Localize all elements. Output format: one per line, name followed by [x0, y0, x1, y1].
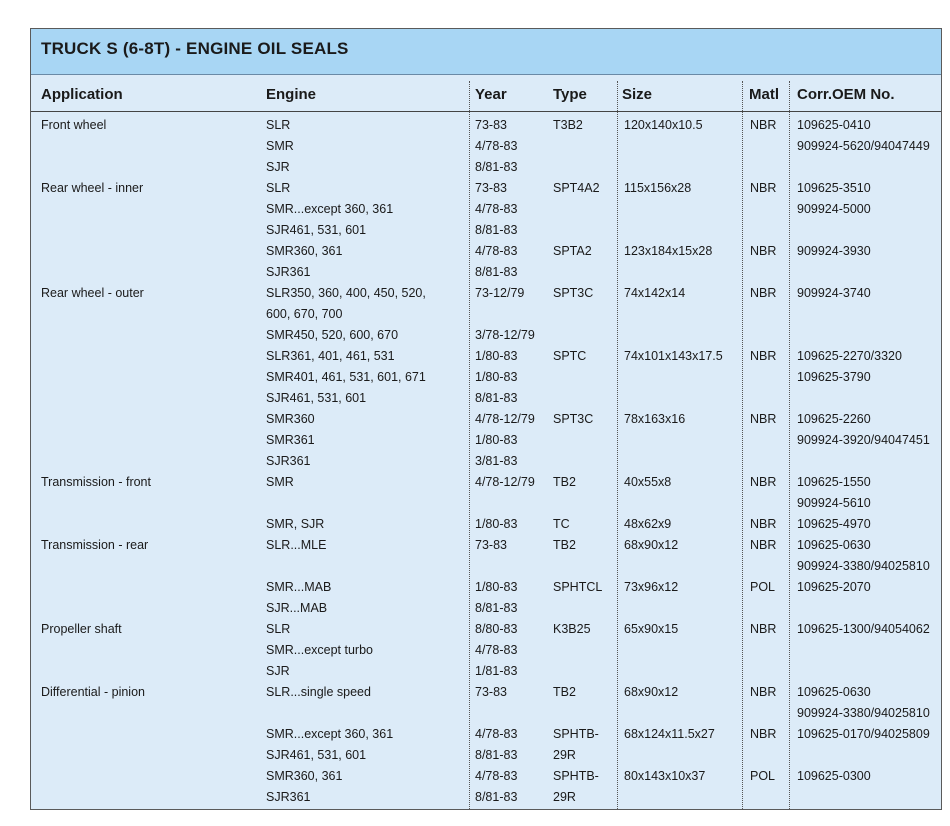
cell-year: 8/81-83: [475, 748, 518, 762]
cell-year: 73-83: [475, 685, 507, 699]
cell-matl: NBR: [750, 181, 777, 195]
cell-year: 8/81-83: [475, 265, 518, 279]
cell-oem-no: 109625-0300: [797, 769, 871, 783]
cell-engine: SMR...except 360, 361: [266, 202, 394, 216]
cell-engine: SLR...MLE: [266, 538, 327, 552]
cell-year: 1/80-83: [475, 349, 518, 363]
cell-engine: SJR361: [266, 790, 311, 804]
cell-application: Rear wheel - inner: [41, 181, 144, 195]
cell-oem-no: 909924-3380/94025810: [797, 559, 930, 573]
cell-year: 4/78-83: [475, 643, 518, 657]
cell-engine: SJR...MAB: [266, 601, 328, 615]
cell-matl: NBR: [750, 727, 777, 741]
cell-size: 73x96x12: [624, 580, 679, 594]
table-row: [31, 430, 941, 451]
cell-oem-no: 109625-0170/94025809: [797, 727, 930, 741]
cell-engine: 600, 670, 700: [266, 307, 343, 321]
table-row: [31, 157, 941, 178]
cell-engine: SJR: [266, 160, 290, 174]
cell-matl: NBR: [750, 286, 777, 300]
table-row: [31, 451, 941, 472]
table-row: [31, 388, 941, 409]
cell-size: 48x62x9: [624, 517, 672, 531]
cell-oem-no: 909924-5000: [797, 202, 871, 216]
cell-size: 68x90x12: [624, 685, 679, 699]
cell-engine: SMR360: [266, 412, 315, 426]
cell-engine: SMR, SJR: [266, 517, 325, 531]
title-bar: [31, 29, 941, 75]
cell-year: 8/81-83: [475, 223, 518, 237]
cell-engine: SLR361, 401, 461, 531: [266, 349, 395, 363]
table-row: [31, 325, 941, 346]
table-row: [31, 619, 941, 640]
table-row: [31, 703, 941, 724]
column-header-size: Size: [622, 86, 653, 103]
cell-type: 29R: [553, 748, 576, 762]
cell-type: TC: [553, 517, 570, 531]
cell-type: SPTC: [553, 349, 587, 363]
cell-year: 8/81-83: [475, 391, 518, 405]
cell-oem-no: 909924-3380/94025810: [797, 706, 930, 720]
cell-type: SPT3C: [553, 412, 594, 426]
table-row: [31, 262, 941, 283]
cell-type: TB2: [553, 475, 576, 489]
cell-type: SPHTB-: [553, 727, 599, 741]
cell-year: 73-12/79: [475, 286, 525, 300]
column-header-type: Type: [553, 86, 587, 103]
cell-oem-no: 109625-3790: [797, 370, 871, 384]
table-row: [31, 178, 941, 199]
cell-engine: SMR360, 361: [266, 244, 343, 258]
table-row: [31, 577, 941, 598]
cell-year: 1/80-83: [475, 580, 518, 594]
oil-seals-table: [30, 28, 942, 810]
cell-matl: NBR: [750, 517, 777, 531]
table-title: TRUCK S (6-8T) - ENGINE OIL SEALS: [41, 39, 349, 58]
cell-year: 4/78-83: [475, 244, 518, 258]
column-header-year: Year: [475, 86, 507, 103]
table-row: [31, 745, 941, 766]
table-row: [31, 787, 941, 808]
cell-oem-no: 109625-0630: [797, 685, 871, 699]
cell-engine: SMR...except 360, 361: [266, 727, 394, 741]
table-row: [31, 472, 941, 493]
cell-engine: SMR: [266, 475, 294, 489]
table-row: [31, 682, 941, 703]
cell-size: 74x101x143x17.5: [624, 349, 723, 363]
cell-matl: NBR: [750, 475, 777, 489]
cell-oem-no: 109625-4970: [797, 517, 871, 531]
cell-engine: SJR: [266, 664, 290, 678]
cell-application: Transmission - front: [41, 475, 151, 489]
cell-engine: SLR...single speed: [266, 685, 371, 699]
cell-type: SPHTCL: [553, 580, 603, 594]
table-row: [31, 367, 941, 388]
cell-engine: SJR461, 531, 601: [266, 223, 367, 237]
cell-matl: POL: [750, 769, 776, 783]
table-row: [31, 766, 941, 787]
table-row: [31, 304, 941, 325]
cell-matl: NBR: [750, 538, 777, 552]
cell-year: 8/81-83: [475, 601, 518, 615]
cell-type: 29R: [553, 790, 576, 804]
column-header-application: Application: [41, 86, 123, 103]
cell-year: 4/78-83: [475, 769, 518, 783]
cell-year: 3/81-83: [475, 454, 518, 468]
cell-engine: SJR461, 531, 601: [266, 748, 367, 762]
cell-year: 73-83: [475, 118, 507, 132]
cell-year: 3/78-12/79: [475, 328, 535, 342]
cell-type: TB2: [553, 685, 576, 699]
cell-matl: NBR: [750, 244, 777, 258]
cell-engine: SMR450, 520, 600, 670: [266, 328, 399, 342]
cell-size: 80x143x10x37: [624, 769, 706, 783]
cell-matl: NBR: [750, 412, 777, 426]
cell-year: 73-83: [475, 538, 507, 552]
table-row: [31, 598, 941, 619]
table-row: [31, 493, 941, 514]
cell-oem-no: 909924-5610: [797, 496, 871, 510]
cell-year: 8/81-83: [475, 160, 518, 174]
table-row: [31, 556, 941, 577]
cell-oem-no: 909924-3920/94047451: [797, 433, 930, 447]
cell-oem-no: 109625-3510: [797, 181, 871, 195]
cell-engine: SMR360, 361: [266, 769, 343, 783]
cell-engine: SJR461, 531, 601: [266, 391, 367, 405]
cell-year: 73-83: [475, 181, 507, 195]
cell-oem-no: 109625-0410: [797, 118, 871, 132]
cell-matl: POL: [750, 580, 776, 594]
cell-year: 4/78-83: [475, 202, 518, 216]
cell-size: 68x124x11.5x27: [624, 727, 715, 741]
cell-type: SPT3C: [553, 286, 594, 300]
cell-size: 123x184x15x28: [624, 244, 713, 258]
table-row: [31, 346, 941, 367]
table-row: [31, 640, 941, 661]
cell-engine: SJR361: [266, 265, 311, 279]
cell-size: 68x90x12: [624, 538, 679, 552]
cell-year: 1/80-83: [475, 370, 518, 384]
cell-oem-no: 109625-2070: [797, 580, 871, 594]
cell-application: Rear wheel - outer: [41, 286, 144, 300]
cell-type: T3B2: [553, 118, 583, 132]
table-row: [31, 115, 941, 136]
cell-engine: SMR: [266, 139, 294, 153]
cell-engine: SLR: [266, 181, 291, 195]
cell-application: Differential - pinion: [41, 685, 145, 699]
cell-year: 8/81-83: [475, 790, 518, 804]
cell-engine: SLR350, 360, 400, 450, 520,: [266, 286, 426, 300]
cell-size: 78x163x16: [624, 412, 686, 426]
column-header-matl: Matl: [749, 86, 779, 103]
cell-oem-no: 109625-1550: [797, 475, 871, 489]
cell-type: SPHTB-: [553, 769, 599, 783]
table-row: [31, 136, 941, 157]
cell-oem-no: 109625-0630: [797, 538, 871, 552]
table-row: [31, 535, 941, 556]
cell-oem-no: 909924-3740: [797, 286, 871, 300]
table-row: [31, 661, 941, 682]
cell-oem-no: 909924-3930: [797, 244, 871, 258]
cell-matl: NBR: [750, 118, 777, 132]
cell-oem-no: 109625-1300/94054062: [797, 622, 930, 636]
cell-engine: SMR401, 461, 531, 601, 671: [266, 370, 426, 384]
cell-year: 1/80-83: [475, 517, 518, 531]
cell-size: 74x142x14: [624, 286, 686, 300]
cell-engine: SMR...except turbo: [266, 643, 373, 657]
cell-type: K3B25: [553, 622, 591, 636]
table-row: [31, 199, 941, 220]
cell-engine: SMR...MAB: [266, 580, 332, 594]
cell-matl: NBR: [750, 349, 777, 363]
cell-size: 115x156x28: [624, 181, 692, 195]
cell-year: 4/78-83: [475, 139, 518, 153]
cell-engine: SMR361: [266, 433, 315, 447]
cell-matl: NBR: [750, 622, 777, 636]
cell-type: TB2: [553, 538, 576, 552]
cell-application: Front wheel: [41, 118, 107, 132]
cell-year: 4/78-12/79: [475, 475, 535, 489]
column-header-engine: Engine: [266, 86, 317, 103]
cell-application: Propeller shaft: [41, 622, 122, 636]
table-row: [31, 241, 941, 262]
table-row: [31, 409, 941, 430]
header-divider: [31, 111, 941, 112]
cell-year: 1/81-83: [475, 664, 518, 678]
column-header-oem: Corr.OEM No.: [797, 86, 895, 103]
table-row: [31, 724, 941, 745]
cell-type: SPT4A2: [553, 181, 600, 195]
cell-matl: NBR: [750, 685, 777, 699]
cell-size: 120x140x10.5: [624, 118, 703, 132]
cell-oem-no: 109625-2270/3320: [797, 349, 902, 363]
cell-year: 8/80-83: [475, 622, 518, 636]
cell-type: SPTA2: [553, 244, 592, 258]
cell-application: Transmission - rear: [41, 538, 149, 552]
cell-engine: SLR: [266, 622, 291, 636]
cell-oem-no: 109625-2260: [797, 412, 871, 426]
table-row: [31, 283, 941, 304]
cell-size: 40x55x8: [624, 475, 672, 489]
cell-size: 65x90x15: [624, 622, 679, 636]
cell-oem-no: 909924-5620/94047449: [797, 139, 930, 153]
cell-year: 4/78-83: [475, 727, 518, 741]
cell-engine: SJR361: [266, 454, 311, 468]
table-row: [31, 514, 941, 535]
table-row: [31, 220, 941, 241]
cell-year: 4/78-12/79: [475, 412, 535, 426]
cell-year: 1/80-83: [475, 433, 518, 447]
cell-engine: SLR: [266, 118, 291, 132]
